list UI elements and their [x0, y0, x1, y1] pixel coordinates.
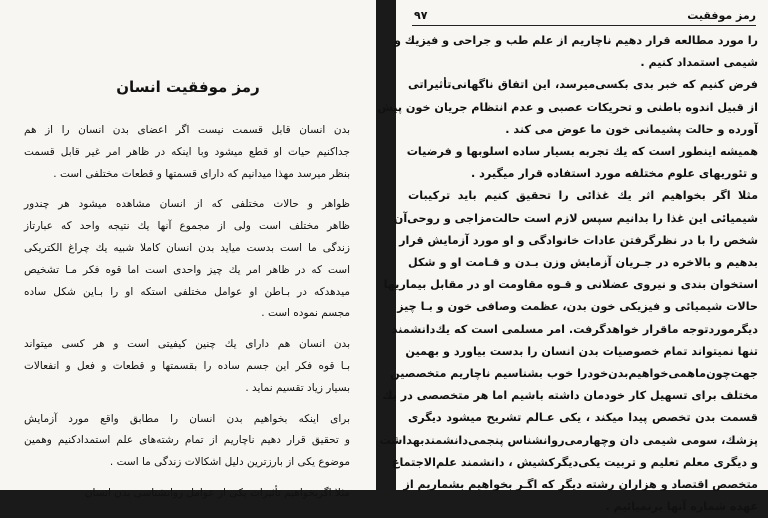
running-header: [414, 6, 756, 22]
left-page: [0, 0, 376, 499]
left-page-body: [0, 120, 376, 505]
text-line: برای اینکه بخواهیم بدن انسان را مطابق واقع مورد آزمایش: [24, 412, 350, 425]
text-line: مثلا اگربخواهیم تأثیرات یکی از عوامل روانشناسی بدن انسان: [84, 486, 350, 499]
running-title: رمز موفقیت: [687, 9, 756, 22]
text-line: تنها نمیتواند تمام خصوصیات بدن انسان را بدست بیاورد و بهمین: [405, 344, 758, 358]
text-line: شخص را با در نظرگرفتن عادات خانوادگی و او مورد آزمایش قرار: [399, 233, 758, 247]
text-line: بسیار زیاد تقسیم نماید .: [245, 381, 350, 394]
text-line: متخصص اقتصاد و هزاران رشته دیگر که اگـر بخواهیم بشماریم از: [403, 478, 758, 492]
text-line: مجسم نموده است .: [261, 307, 350, 320]
text-line: و تحقیق قرار دهیم ناچاریم از تمام رشته‌های علم استمدادکنیم وهمین: [24, 434, 350, 447]
text-line: دیگرموردتوجه ماقرار خواهدگرفت. امر مسلمی است که یك‌دانشمند: [391, 322, 758, 336]
text-line: آورده و حالت پشیمانی خون ما عوض می کند .: [505, 122, 758, 136]
text-line: است که در ظاهر امر یك چیز واحدی است اما قوه فکر مـا تشخیص: [24, 263, 350, 276]
text-line: قسمت بدن تخصص پیدا میکند ، یکی عـالم تشریح میشود دیگری: [408, 411, 758, 425]
text-line: بدن انسان هم دارای یك چنین کیفیتی است و هر کسی میتواند: [24, 338, 350, 351]
text-line: بدن انسان قابل قسمت نیست اگر اعضای بدن انسان را از هم: [24, 124, 350, 136]
text-line: زندگی ما است بدست میاید بدن انسان کاملا شبیه یك چراغ الکتریکی: [24, 241, 350, 254]
text-line: مختلف برای تسهیل کار خودمان داشته باشیم اما هر متخصصی در یك: [382, 389, 758, 403]
right-page: [377, 0, 768, 514]
text-line: از قبیل اندوه باطنی و تحریکات عصبی و عدم انتظام جریان خون پیش: [377, 100, 758, 114]
text-line: موضوع یکی از بارزترین دلیل اشکالات زندگی ما است .: [109, 456, 350, 469]
text-line: ظواهر و حالات مختلفی که از انسان مشاهده میشود هر چندور: [24, 198, 350, 211]
text-line: شیمی استمداد کنیم .: [640, 56, 758, 70]
header-rule: [412, 25, 756, 26]
text-line: مثلا اگر بخواهیم اثر یك غذائی را تحقیق کنیم باید ترکیبات: [408, 189, 758, 203]
text-line: جهت‌چون‌ماهمی‌خواهیم‌بدن‌خودرا خوب بشناسیم ناچاریم متخصصین: [390, 367, 758, 381]
text-line: استخوان بندی و نیروی عضلانی و قـوه مقاومت او در مقابل بیماریها: [383, 278, 758, 292]
text-line: و دیگری معلم تعلیم و تربیت یکی‌دیگرکشیش ، دانشمند علم‌الاجتماع: [391, 455, 758, 469]
text-line: را مورد مطالعه قرار دهیم ناچاریم از علم طب و جراحی و فیزیك و: [393, 34, 758, 47]
text-line: پزشك، سومی شیمی دان وچهارمی‌روانشناس پنجمی‌دانشمندبهداشت: [379, 433, 758, 447]
text-line: همیشه اینطور است که یك تجربه بسیار ساده اسلوبها و فرضیات: [406, 145, 758, 159]
text-line: حالات شیمیائی و فیزیکی خون بدن، عظمت وصافی خون و بـا چیز: [397, 300, 758, 314]
text-line: شیمیائی این غذا را بدانیم سپس لازم است حالت‌مزاجی و روحی‌آن: [393, 211, 758, 225]
text-line: فرض کنیم که خبر بدی بکسی‌میرسد، این اتفاق ناگهانی‌تأثیراتی: [408, 78, 758, 92]
text-line: ظاهر مختلف است ولی از مجموع آنها یك نتیجه واحد که عبارتاز: [24, 220, 350, 233]
text-line: عهده شماره آنها برنمیائیم .: [605, 500, 758, 514]
page-number: ۹۷: [414, 9, 428, 22]
text-line: جداکنیم حیات او قطع میشود وبا اینکه در ظاهر امر غیر قابل قسمت: [24, 145, 350, 158]
text-line: و تئوریهای علوم مختلفه مورد استفاده قرار میگیرد .: [471, 167, 758, 181]
text-line: میدهدکه در بـاطن او عوامل مختلفی استکه او را بـاین شکل ساده: [24, 285, 350, 298]
chapter-title: رمز موفقیت انسان: [116, 78, 260, 96]
right-page-body: [377, 30, 768, 518]
text-line: بنظر میرسد مهذا میدانیم که دارای قسمتها و قطعات مختلفی است .: [53, 167, 350, 180]
text-line: بـا قوه فکر این جسم ساده را بقسمتها و قطعات و فعل و انفعالات: [24, 359, 350, 372]
text-line: بدهیم و بالاخره در جـریان آزمایش وزن بـدن و قـامت او و شکل: [408, 256, 758, 270]
